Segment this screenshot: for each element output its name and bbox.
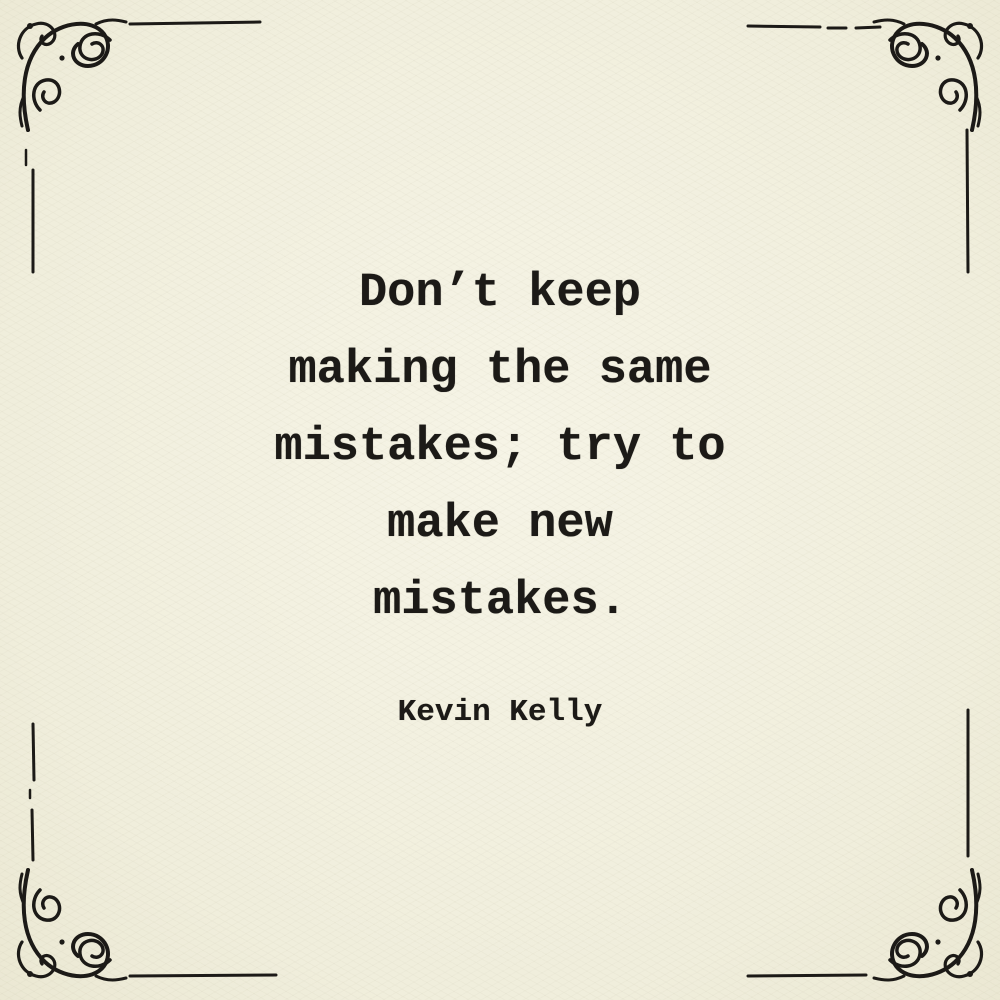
flourish-corner-icon (874, 870, 982, 980)
corner-top-left (18, 20, 126, 130)
flourish-corner-icon (874, 20, 982, 130)
quote-line: making the same (288, 344, 712, 397)
quote-line: mistakes. (373, 575, 627, 628)
corner-bottom-right (874, 870, 982, 980)
corner-top-right (874, 20, 982, 130)
quote-author: Kevin Kelly (397, 695, 603, 730)
flourish-corner-icon (18, 870, 126, 980)
quote-line: Don’t keep (358, 267, 642, 320)
quote-text (200, 255, 800, 640)
corner-bottom-left (18, 870, 126, 980)
quote-line: mistakes; try to (274, 421, 726, 474)
quote-line: make new (387, 498, 613, 551)
flourish-corner-icon (18, 20, 126, 130)
